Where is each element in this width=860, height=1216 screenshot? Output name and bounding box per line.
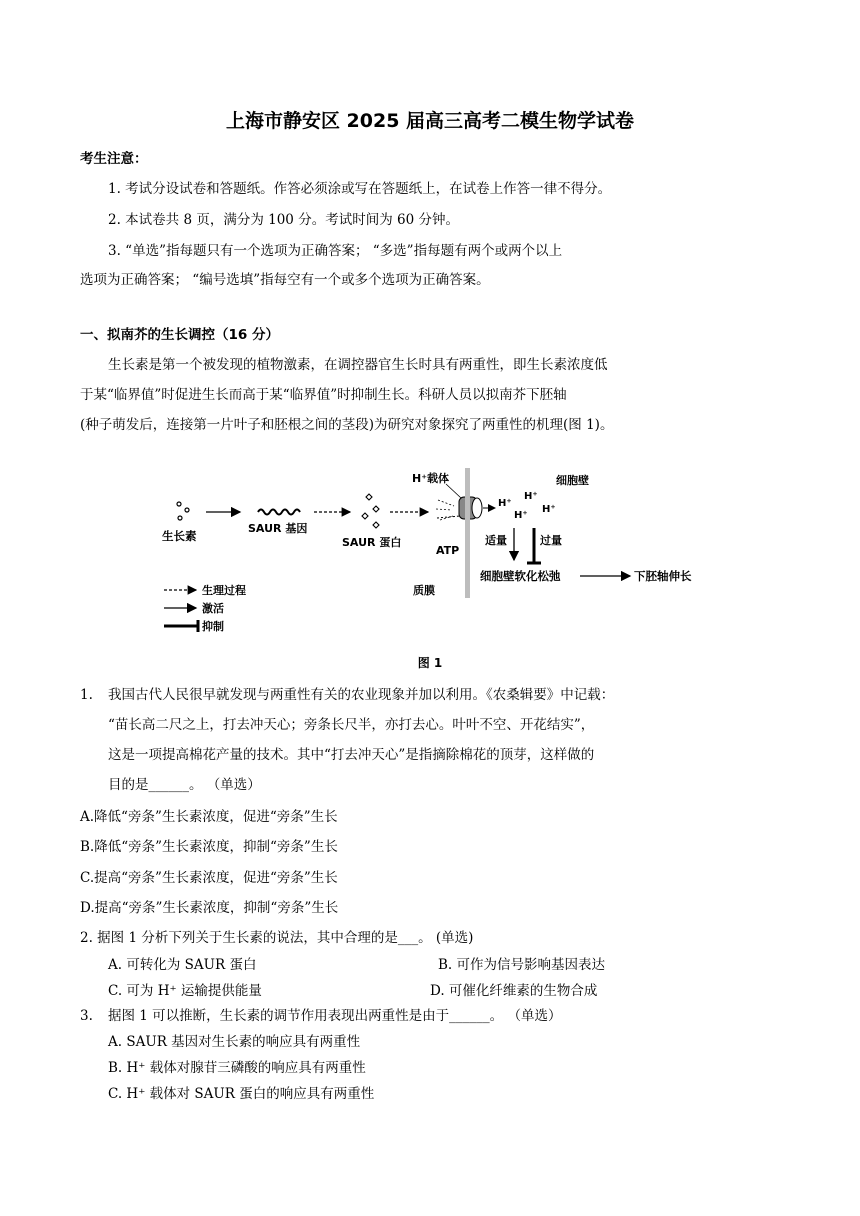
label-cell-wall: 细胞壁 <box>556 474 589 487</box>
label-wall-soften: 细胞壁软化松弛 <box>480 569 561 583</box>
ray-1 <box>438 500 454 506</box>
label-atp: ATP <box>436 544 460 557</box>
label-saur-protein: SAUR 蛋白 <box>342 536 402 549</box>
h-ion-3: H⁺ <box>542 504 556 515</box>
h-ion-4: H⁺ <box>514 510 528 521</box>
q3-option-b[interactable]: B. H⁺ 载体对腺苷三磷酸的响应具有两重性 <box>108 1060 366 1076</box>
q2-option-d[interactable]: D. 可催化纤维素的生物合成 <box>430 983 598 999</box>
label-membrane: 质膜 <box>413 584 435 597</box>
q2-option-b[interactable]: B. 可作为信号影响基因表达 <box>438 957 606 973</box>
gene-icon <box>258 510 300 515</box>
q3-stem: 据图 1 可以推断，生长素的调节作用表现出两重性是由于______。 （单选） <box>108 1008 562 1024</box>
notice-item-3: 3. “单选”指每题只有一个选项为正确答案； “多选”指每题有两个或两个以上 <box>108 243 563 259</box>
notice-item-2: 2. 本试卷共 8 页，满分为 100 分。考试时间为 60 分钟。 <box>108 212 459 228</box>
q1-line-4: 目的是______。 （单选） <box>108 777 261 793</box>
label-elongation: 下胚轴伸长 <box>634 569 692 583</box>
q1-option-a[interactable]: A.降低“旁条”生长素浓度，促进“旁条”生长 <box>80 809 338 825</box>
legend-process: 生理过程 <box>202 584 246 597</box>
label-auxin: 生长素 <box>162 529 197 543</box>
q2-option-c[interactable]: C. 可为 H⁺ 运输提供能量 <box>108 983 262 999</box>
q2-stem: 2. 据图 1 分析下列关于生长素的说法，其中合理的是___。 (单选) <box>80 930 474 946</box>
h-ion-2: H⁺ <box>524 491 538 502</box>
saur-protein-molecules <box>362 494 379 528</box>
q1-option-b[interactable]: B.降低“旁条”生长素浓度，抑制“旁条”生长 <box>80 839 338 855</box>
section1-intro-3: (种子萌发后，连接第一片叶子和胚根之间的茎段)为研究对象探究了两重性的机理(图 1)。 <box>80 417 614 433</box>
q1-line-1: 我国古代人民很早就发现与两重性有关的农业现象并加以利用。《农桑辑要》中记载： <box>108 687 615 703</box>
notice-item-1: 1. 考试分设试卷和答题纸。作答必须涂或写在答题纸上，在试卷上作答一律不得分。 <box>108 181 612 197</box>
notice-heading: 考生注意： <box>80 151 148 167</box>
h-carrier-icon <box>459 497 482 519</box>
q3-option-c[interactable]: C. H⁺ 载体对 SAUR 蛋白的响应具有两重性 <box>108 1086 375 1102</box>
ray-2 <box>436 509 452 510</box>
legend-activate: 激活 <box>202 602 224 615</box>
plasma-membrane <box>465 468 470 598</box>
section1-intro-1: 生长素是第一个被发现的植物激素，在调控器官生长时具有两重性，即生长素浓度低 <box>108 357 608 373</box>
q3-number: 3. <box>80 1008 93 1024</box>
label-saur-gene: SAUR 基因 <box>248 522 308 535</box>
q3-option-a[interactable]: A. SAUR 基因对生长素的响应具有两重性 <box>108 1034 361 1050</box>
legend-inhibit: 抑制 <box>202 620 224 633</box>
figure-1-caption: 图 1 <box>417 656 443 670</box>
label-excess: 过量 <box>540 534 562 547</box>
q1-option-c[interactable]: C.提高“旁条”生长素浓度，促进“旁条”生长 <box>80 870 338 886</box>
section1-heading: 一、拟南芥的生长调控（16 分） <box>80 327 279 343</box>
q1-line-2: “苗长高二尺之上，打去冲天心；旁条长尺半，亦打去心。叶叶不空、开花结实”， <box>108 717 595 733</box>
auxin-molecules <box>177 502 189 520</box>
q1-number: 1. <box>80 687 93 703</box>
q1-option-d[interactable]: D.提高“旁条”生长素浓度，抑制“旁条”生长 <box>80 900 339 916</box>
notice-item-3-cont: 选项为正确答案； “编号选填”指每空有一个或多个选项为正确答案。 <box>80 272 490 288</box>
carrier-pointer <box>446 484 461 498</box>
q1-line-3: 这是一项提高棉花产量的技术。其中“打去冲天心”是指摘除棉花的顶芽，这样做的 <box>108 747 595 763</box>
section1-intro-2: 于某“临界值”时促进生长而高于某“临界值”时抑制生长。科研人员以拟南芥下胚轴 <box>80 387 567 403</box>
h-ion-1: H⁺ <box>498 498 512 509</box>
q2-option-a[interactable]: A. 可转化为 SAUR 蛋白 <box>108 957 257 973</box>
page-title: 上海市静安区 2025 届高三高考二模生物学试卷 <box>225 110 635 132</box>
figure-1 <box>150 462 710 642</box>
label-moderate: 适量 <box>485 534 507 547</box>
label-h-carrier: H⁺载体 <box>412 472 450 485</box>
